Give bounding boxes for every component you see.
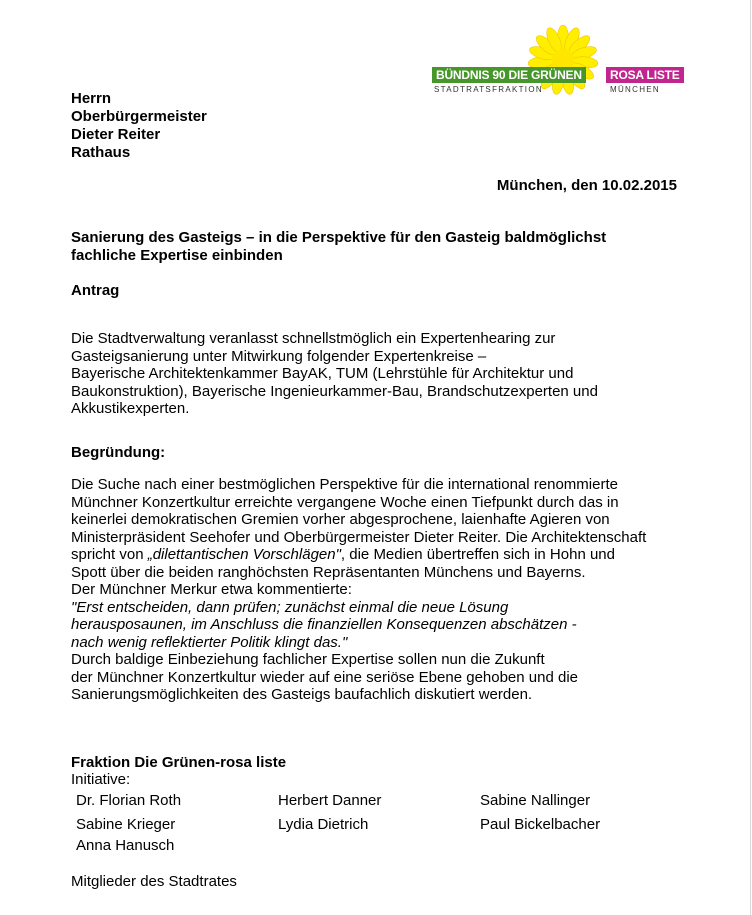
signatory-name: Sabine Krieger [76, 816, 176, 833]
party-logo [430, 25, 680, 120]
quote-line: "Erst entscheiden, dann prüfen; zunächst einmal die neue Lösung [71, 598, 509, 616]
logo-list-label: ROSA LISTE [606, 67, 684, 83]
signatory-name: Sabine Nallinger [480, 792, 591, 809]
logo-party-sub: STADTRATSFRAKTION [434, 85, 543, 94]
text-line: Baukonstruktion), Bayerische Ingenieurkammer-Bau, Brandschutzexperten und [71, 382, 598, 400]
quote-line: herausposaunen, im Anschluss die finanziellen Konsequenzen abschätzen - [71, 616, 577, 633]
text-line: Bayerische Architektenkammer BayAK, TUM (Lehrstühle für Architektur und [71, 365, 574, 382]
signatory-name: Dr. Florian Roth [76, 792, 182, 809]
signatory-name: Anna Hanusch [76, 837, 175, 854]
text-line: Durch baldige Einbeziehung fachlicher Expertise sollen nun die Zukunft [71, 651, 545, 668]
text-line: Sanierungsmöglichkeiten des Gasteigs baufachlich diskutiert werden. [71, 686, 533, 703]
letter-date: München, den 10.02.2015 [496, 177, 677, 194]
address-line: Oberbürgermeister [71, 108, 207, 125]
text-line: keinerlei demokratischen Gremien vorher abgesprochene, laienhafte Agieren von [71, 511, 610, 528]
signatory-name: Lydia Dietrich [278, 816, 369, 833]
logo-party-label: BÜNDNIS 90 DIE GRÜNEN [432, 67, 586, 83]
logo-list-sub: MÜNCHEN [610, 85, 660, 94]
address-line: Rathaus [71, 144, 131, 161]
subject-line: Sanierung des Gasteigs – in die Perspektive für den Gasteig baldmöglichst fachliche Expertise einbinden [71, 229, 607, 264]
quoted-phrase: „dilettantischen Vorschlägen" [147, 546, 341, 563]
text-line: der Münchner Konzertkultur wieder auf eine seriöse Ebene gehoben und die [71, 668, 578, 686]
signature-initiative-label: Initiative: [71, 771, 131, 788]
address-line: Dieter Reiter [71, 126, 161, 143]
begruendung-text [71, 476, 691, 704]
signature-title: Fraktion Die Grünen-rosa liste [71, 754, 287, 771]
text-segment: , die Medien übertreffen sich in Hohn und [340, 546, 615, 563]
recipient-address [71, 90, 207, 162]
signature-footer: Mitglieder des Stadtrates [71, 873, 237, 890]
antrag-heading: Antrag [71, 282, 120, 299]
text-line: Gasteigsanierung unter Mitwirkung folgender Expertenkreise – [71, 347, 487, 365]
address-line: Herrn [71, 90, 112, 107]
text-line [71, 546, 691, 564]
text-line: Die Stadtverwaltung veranlasst schnellstmöglich ein Expertenhearing zur [71, 330, 556, 347]
text-line: Münchner Konzertkultur erreichte vergangene Woche einen Tiefpunkt durch das in [71, 493, 619, 511]
quote-line: nach wenig reflektierter Politik klingt das." [71, 633, 348, 651]
text-line: Der Münchner Merkur etwa kommentierte: [71, 581, 352, 598]
text-line: Spott über die beiden ranghöchsten Repräsentanten Münchens und Bayerns. [71, 563, 586, 581]
text-segment: spricht von [71, 546, 148, 563]
begruendung-heading: Begründung: [71, 444, 166, 461]
signatory-name: Paul Bickelbacher [480, 816, 601, 833]
signatory-name: Herbert Danner [278, 792, 382, 809]
text-line: Akkustikexperten. [71, 400, 190, 417]
text-line: Die Suche nach einer bestmöglichen Perspektive für die international renommierte [71, 476, 618, 493]
text-line: Ministerpräsident Seehofer und Oberbürgermeister Dieter Reiter. Die Architektenschaft [71, 528, 647, 546]
antrag-text [71, 330, 691, 418]
